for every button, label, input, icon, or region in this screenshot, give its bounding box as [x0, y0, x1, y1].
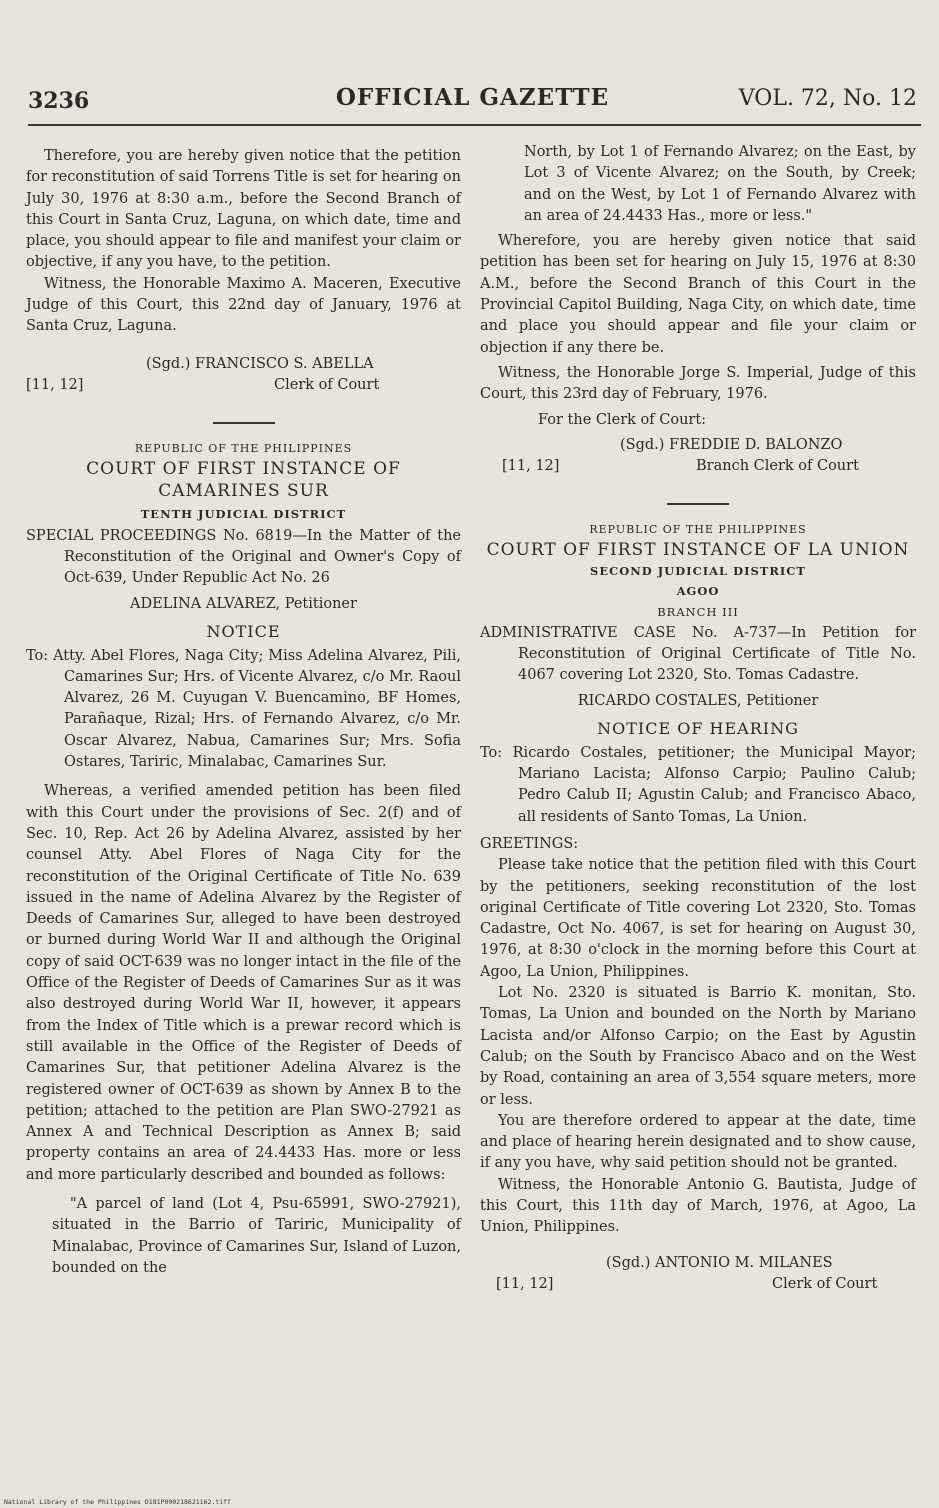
- petitioner-line: RICARDO COSTALES, Petitioner: [577, 692, 819, 709]
- branch-heading: BRANCH III: [657, 604, 739, 619]
- district-heading: TENTH JUDICIAL DISTRICT: [140, 506, 347, 521]
- for-clerk-line: For the Clerk of Court:: [538, 411, 707, 428]
- separator: [213, 422, 275, 424]
- issue-reference: [11, 12]: [496, 1275, 554, 1292]
- greetings-line: GREETINGS:: [480, 835, 579, 852]
- publication-title: OFFICIAL GAZETTE: [335, 84, 610, 111]
- witness-paragraph: Witness, the Honorable Antonio G. Bautista, Judge of this Court, this 11th day of March, 1976, at Agoo, La Union, Philippines.: [480, 1176, 916, 1236]
- notice-paragraph-3: You are therefore ordered to appear at the date, time and place of hearing herein designated and to show cause, if any you have, why said petition should not be granted.: [480, 1112, 916, 1172]
- place-heading: AGOO: [676, 583, 720, 598]
- addressees: To: Ricardo Costales, petitioner; the Municipal Mayor; Mariano Lacista; Alfonso Carpio; Paulino Calub; Pedro Calub II; Agustin Calub; and Francisco Abaco, all residents of Santo Tomas, La Union.: [480, 744, 916, 825]
- petitioner-line: ADELINA ALVAREZ, Petitioner: [130, 595, 357, 612]
- signature-block: [26, 354, 461, 398]
- wherefore-paragraph: Wherefore, you are hereby given notice that said petition has been set for hearing on July 15, 1976 at 8:30 A.M., before the Second Branch of this Court in the Provincial Capitol Building, Naga City, on which date, time and place you should appear and file your claim or objection if any there be.: [480, 233, 916, 356]
- court-heading: COURT OF FIRST INSTANCE OF LA UNION: [486, 539, 910, 560]
- signature-block: [480, 435, 916, 479]
- witness-paragraph: Witness, the Honorable Maximo A. Maceren, Executive Judge of this Court, this 22nd day of January, 1976 at Santa Cruz, Laguna.: [26, 275, 461, 335]
- case-title: SPECIAL PROCEEDINGS No. 6819—In the Matter of the Reconstitution of the Original and Owner's Copy of Oct-639, Under Republic Act No. 26: [26, 527, 461, 587]
- court-heading: COURT OF FIRST INSTANCE OF CAMARINES SUR: [86, 458, 401, 501]
- signature-title: Clerk of Court: [772, 1275, 878, 1292]
- issue-reference: [11, 12]: [26, 376, 84, 393]
- separator: [667, 503, 729, 505]
- signature-title: Branch Clerk of Court: [696, 457, 859, 474]
- volume-number: VOL. 72, No. 12: [738, 86, 917, 111]
- right-column: [480, 142, 916, 1297]
- signature-title: Clerk of Court: [274, 376, 380, 393]
- republic-heading: REPUBLIC OF THE PHILIPPINES: [589, 522, 807, 536]
- addressees: To: Atty. Abel Flores, Naga City; Miss Adelina Alvarez, Pili, Camarines Sur; Hrs. of Vicente Alvarez, c/o Mr. Raoul Alvarez, 26 M. Cuyugan V. Buencamino, BF Homes, Parañaque, Rizal; Hrs. of Fernando Alvarez, c/o Mr. Oscar Alvarez, Nabua, Camarines Sur; Mrs. Sofia Ostares, Tariric, Minalabac, Camarines Sur.: [26, 647, 461, 771]
- intro-paragraph: Therefore, you are hereby given notice that the petition for reconstitution of said Torrens Title is set for hearing on July 30, 1976 at 8:30 a.m., before the Second Branch of this Court in Santa Cruz, Laguna, on which date, time and place, you should appear to file and manifest your claim or objective, if any you have, to the petition.: [26, 148, 461, 271]
- land-description-quote-continued: North, by Lot 1 of Fernando Alvarez; on the East, by Lot 3 of Vicente Alvarez; on the South, by Creek; and on the West, by Lot 1 of Fernando Alvarez with an area of 24.4433 Has., more or less.": [524, 144, 916, 224]
- signature-name: (Sgd.) ANTONIO M. MILANES: [606, 1254, 833, 1271]
- notice-paragraph-1: Please take notice that the petition filed with this Court by the petitioners, seeking reconstitution of the lost original Certificate of Title covering Lot 2320, Sto. Tomas Cadastre, Oct No. 4067, is set for hearing on August 30, 1976, at 8:30 o'clock in the morning before this Court at Agoo, La Union, Philippines.: [480, 857, 916, 980]
- signature-name: (Sgd.) FREDDIE D. BALONZO: [620, 436, 843, 453]
- page-number: 3236: [28, 88, 90, 114]
- republic-heading: REPUBLIC OF THE PHILIPPINES: [134, 441, 353, 455]
- witness-paragraph: Witness, the Honorable Jorge S. Imperial, Judge of this Court, this 23rd day of February, 1976.: [480, 364, 916, 403]
- whereas-paragraph: Whereas, a verified amended petition has been filed with this Court under the provisions of Sec. 2(f) and of Sec. 10, Rep. Act 26 by Adelina Alvarez, assisted by her counsel Atty. Abel Flores of Naga City for the reconstitution of the Original Certificate of Title No. 639 issued in the name of Adelina Alvarez by the Register of Deeds of Camarines Sur, alleged to have been destroyed or burned during World War II and although the Original copy of said OCT-639 was no longer intact in the file of the Office of the Register of Deeds of Camarines Sur as it was also destroyed during World War II, however, it appears from the Index of Title which is a prewar record which is still available in the Office of the Register of Deeds of Camarines Sur, that petitioner Adelina Alvarez is the registered owner of OCT-639 as shown by Annex B to the petition; attached to the petition are Plan SWO-27921 as Annex A and Technical Description as Annex B; said property contains an area of 24.4433 Has. more or less and more particularly described and bounded as follows:: [26, 783, 461, 1183]
- signature-name: (Sgd.) FRANCISCO S. ABELLA: [146, 355, 374, 372]
- page-header: [28, 84, 917, 124]
- district-heading: SECOND JUDICIAL DISTRICT: [590, 563, 806, 578]
- signature-block: [480, 1253, 916, 1297]
- scan-footer: National Library of the Philippines D181P000218621162.tiff: [4, 1498, 231, 1506]
- notice-heading: NOTICE OF HEARING: [597, 718, 799, 738]
- issue-reference: [11, 12]: [502, 457, 560, 474]
- left-column: [26, 146, 461, 1279]
- notice-heading: NOTICE: [206, 621, 281, 641]
- notice-paragraph-2: Lot No. 2320 is situated is Barrio K. monitan, Sto. Tomas, La Union and bounded on the North by Mariano Lacista and/or Alfonso Carpio; on the East by Agustin Calub; on the South by Francisco Abaco and on the West by Road, containing an area of 3,554 square meters, more or less.: [480, 985, 916, 1108]
- header-rule: [28, 124, 921, 126]
- case-title: ADMINISTRATIVE CASE No. A-737—In Petition for Reconstitution of Original Certificate of Title No. 4067 covering Lot 2320, Sto. Tomas Cadastre.: [480, 624, 916, 684]
- land-description-quote: "A parcel of land (Lot 4, Psu-65991, SWO-27921), situated in the Barrio of Tariric, Municipality of Minalabac, Province of Camarines Sur, Island of Luzon, bounded on the: [52, 1195, 461, 1276]
